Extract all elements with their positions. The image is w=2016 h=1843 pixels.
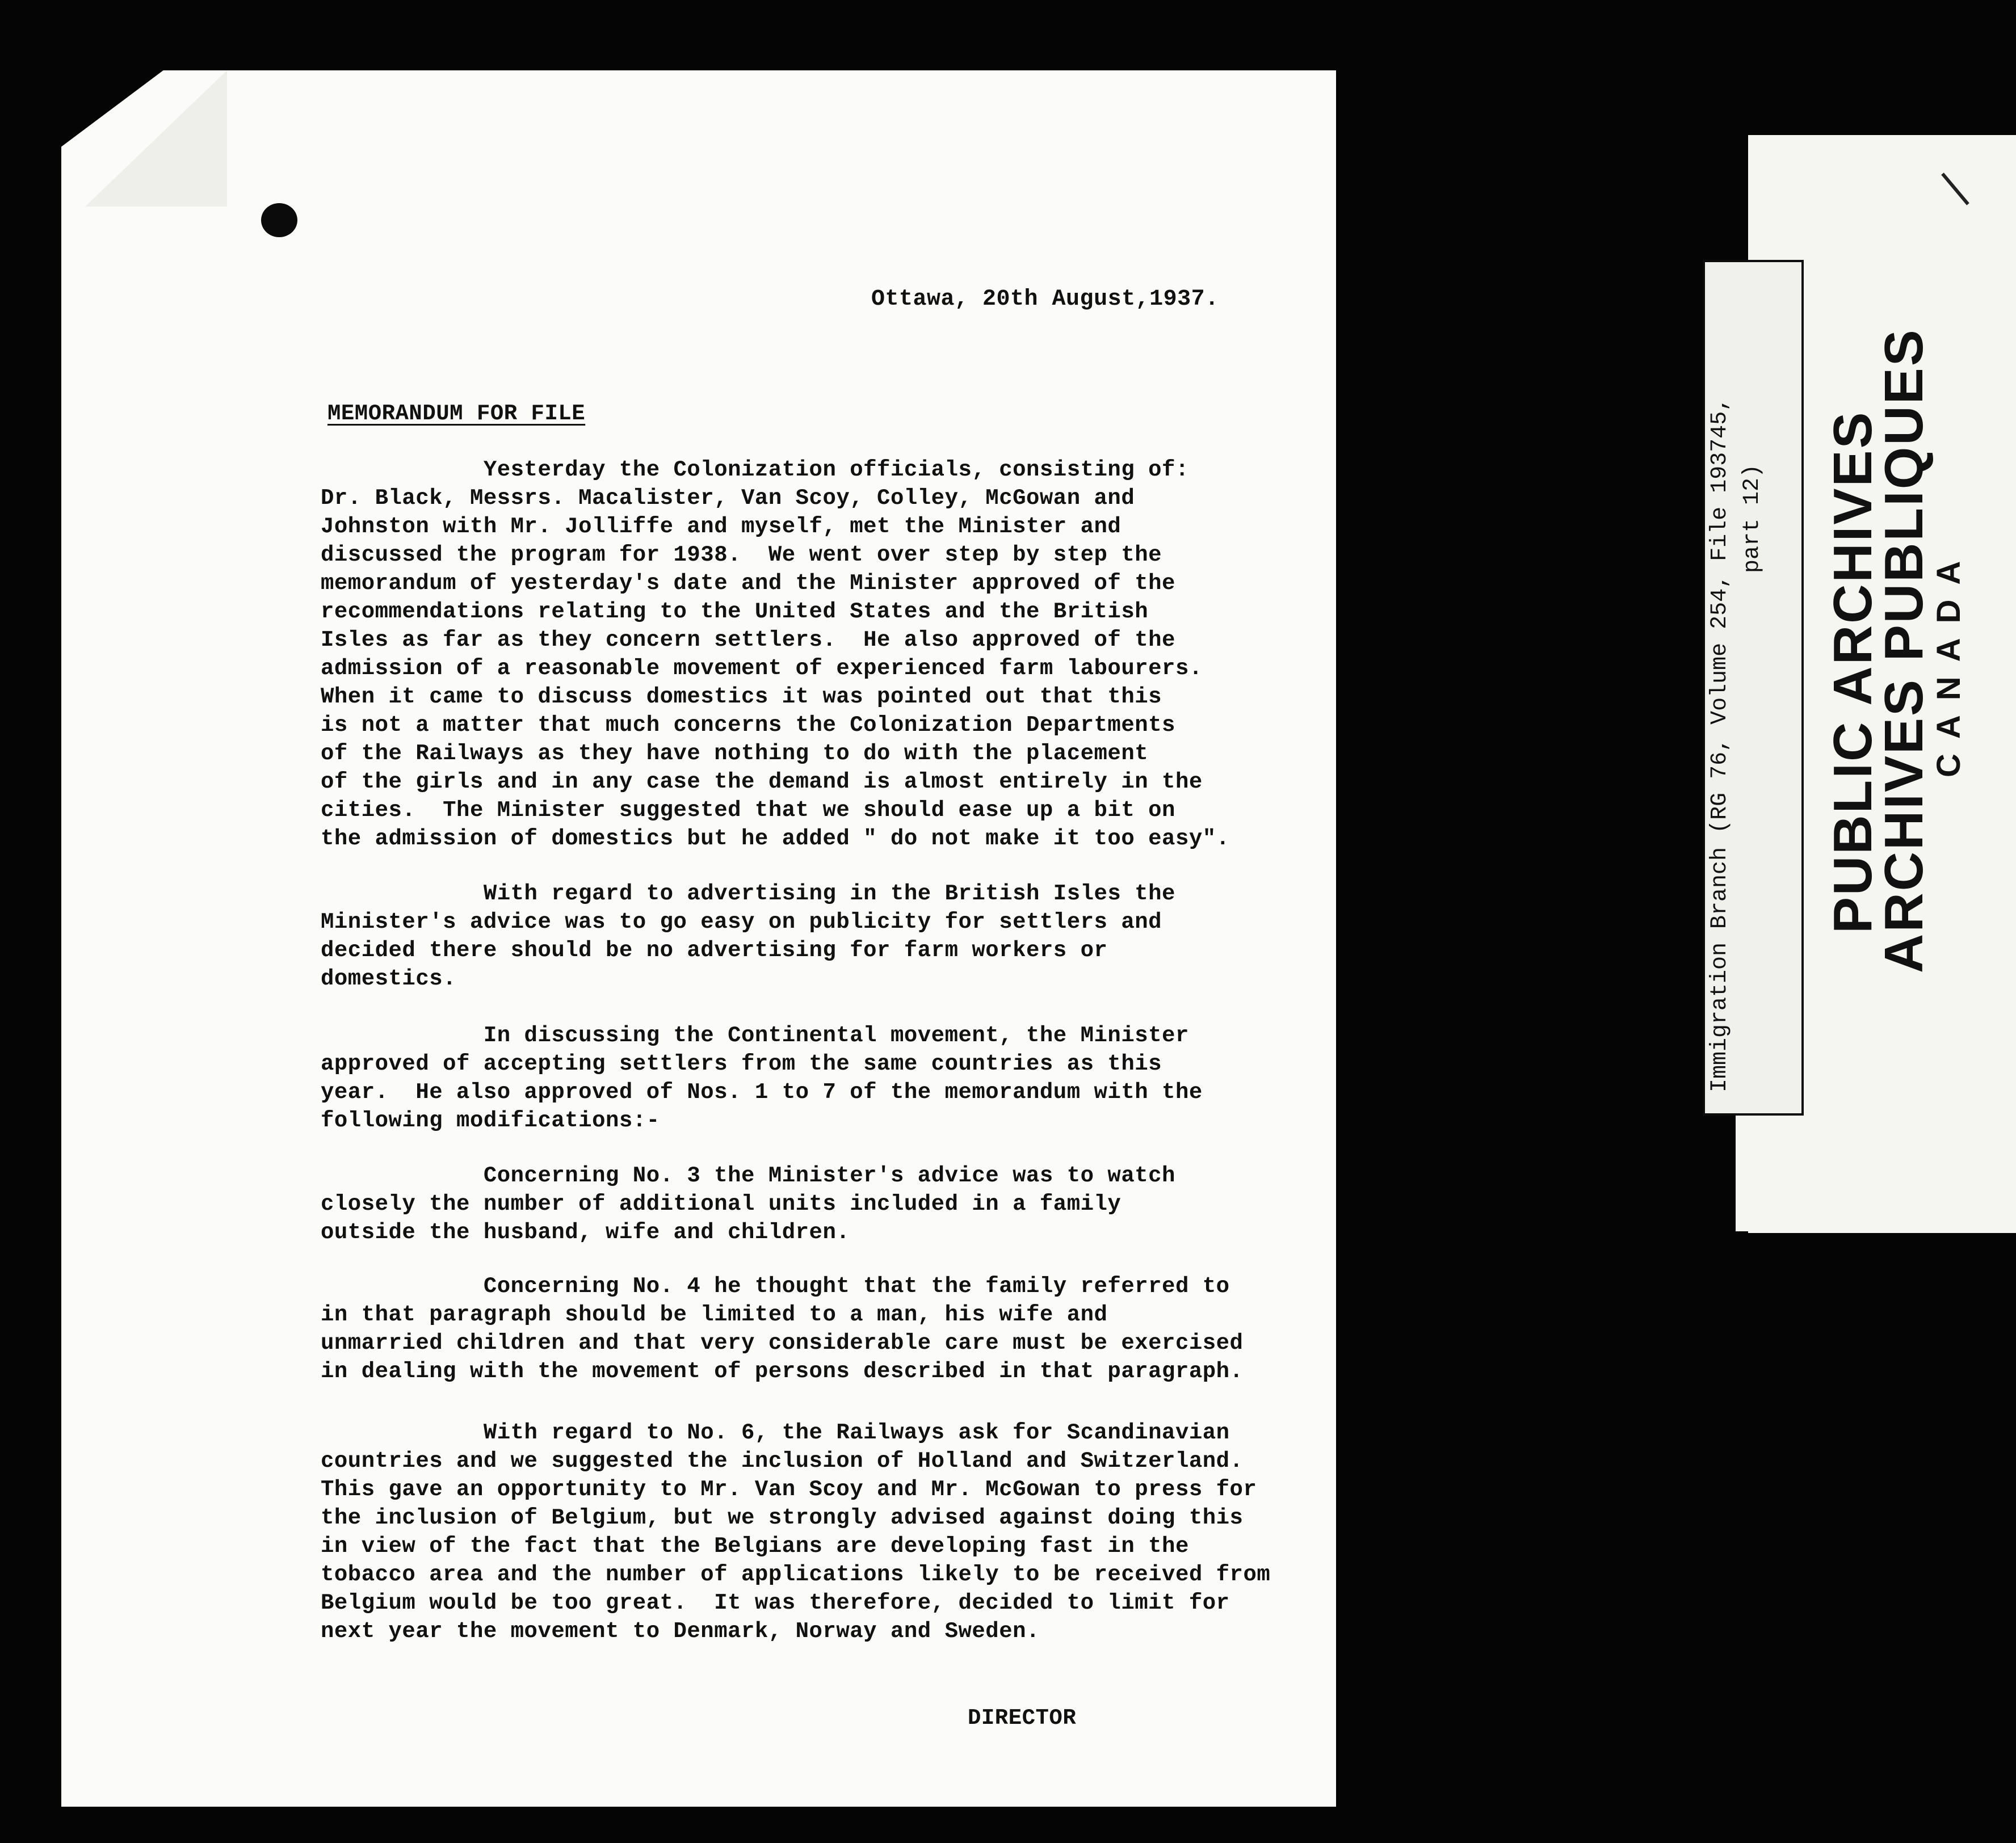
memo-paragraph: With regard to No. 6, the Railways ask for Scandinavian countries and we suggested the inclusion of Holland and Switzerland. This gave an opportunity to Mr. Van Scoy and Mr. McGowan to press for the inclusion of Belgium, but we strongly advised against doing this in view of the fact that the Belgians are developing fast in the tobacco area and the number of applications likely to be received from Belgium would be too great. It was therefore, decided to limit for next year the movement to Denmark, Norway and Sweden. — [321, 1420, 1271, 1644]
archive-label-tab-bottom — [1736, 1101, 1985, 1231]
archive-stamp-line1: PUBLIC ARCHIVES — [1822, 410, 1883, 933]
memo-paragraph: Concerning No. 3 the Minister's advice was to watch closely the number of additional units included in a family outside the husband, wife and children. — [321, 1163, 1175, 1245]
memo-signature: DIRECTOR — [968, 1706, 1077, 1731]
archive-reference-line2: part 12) — [1740, 464, 1765, 573]
punch-hole — [261, 203, 297, 237]
memo-dateline: Ottawa, 20th August,1937. — [871, 287, 1219, 312]
archive-reference-line1: Immigration Branch (RG 76, Volume 254, File 193745, — [1707, 397, 1733, 1092]
memo-paragraph: Yesterday the Colonization officials, consisting of: Dr. Black, Messrs. Macalister, Van Scoy, Colley, McGowan and Johnston with Mr. Jolliffe and myself, met the Minister and discussed the program for 1938. We went over step by step the memorandum of yesterday's date and the Minister approved of the recommendations relating to the United States and the British Isles as far as they concern settlers. He also approved of the admission of a reasonable movement of experienced farm labourers. When it came to discuss domestics it was pointed out that this is not a matter that much concerns the Colonization Departments of the Railways as they have nothing to do with the placement of the girls and in any case the demand is almost entirely in the cities. The Minister suggested that we should ease up a bit on the admission of domestics but he added " do not make it too easy". — [321, 457, 1230, 851]
archive-label-tab-top — [1748, 135, 1986, 260]
archive-stamp-line3: CANADA — [1930, 546, 1967, 777]
memo-paragraph: In discussing the Continental movement, the Minister approved of accepting settlers from the same countries as this year. He also approved of Nos. 1 to 7 of the memorandum with the following modifications:- — [321, 1023, 1203, 1133]
archive-stamp-line2: ARCHIVES PUBLIQUES — [1874, 328, 1934, 973]
memo-paragraph: With regard to advertising in the British Isles the Minister's advice was to go easy on publicity for settlers and decided there should be no advertising for farm workers or domestics. — [321, 881, 1175, 991]
folded-corner — [85, 70, 227, 207]
memo-heading: MEMORANDUM FOR FILE — [327, 401, 586, 426]
memo-paragraph: Concerning No. 4 he thought that the family referred to in that paragraph should be limited to a man, his wife and unmarried children and that very considerable care must be exercised in dealing with the movement of persons described in that paragraph. — [321, 1274, 1244, 1384]
